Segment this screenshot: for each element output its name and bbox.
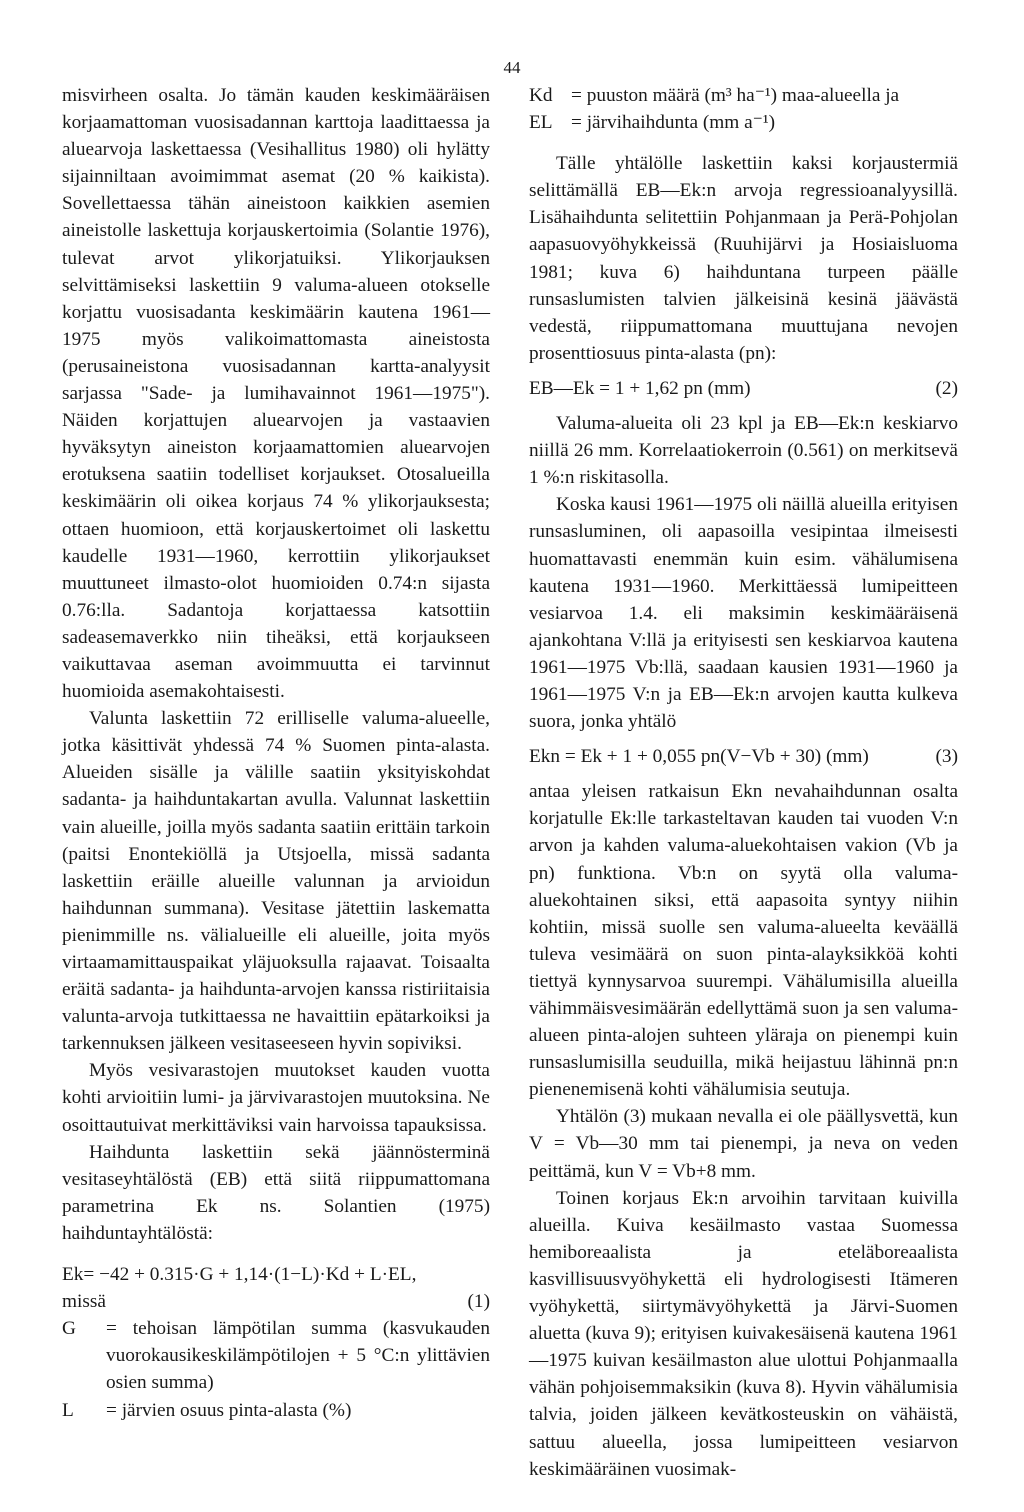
right-paragraph-2: Valuma-alueita oli 23 kpl ja EB—Ek:n keskiarvo niillä 26 mm. Korrelaatiokerroin (0.561) on merkitsevä 1 %:n riskitasolla.: [529, 413, 958, 489]
left-paragraph-1: misvirheen osalta. Jo tämän kauden keskimääräisen korjaamattoman vuosisadannan karttoja laadittaessa ja aluearvoja laskettaessa (Vesihallitus 1980) oli hylätty sijainniltaan avoimimmat asemat (20 % kaikista). Sovellettaessa tähän aineistoon kaikkien asemien aineistolle laskettuja korjauskertoimia (Solantie 1976), tulevat arvot ylikorjatuiksi. Ylikorjauksen selvittämiseksi laskettiin 9 valuma-alueen otokselle korjattu vuosisadanta keskimäärin kautena 1961—1975 myös valikoimattomasta aineistosta (perusaineistona vuosisadannan kartta-analyysit sarjassa "Sade- ja lumihavainnot 1961—1975"). Näiden korjattujen aluearvojen ja vastaavien hyväksytyn aineiston korjaamattomien aluearvojen erotuksena saatiin todelliset korjaukset. Otosalueilla keskimäärin oli oikea korjaus 74 % ylikorjauksesta; ottaen huomioon, että korjauskertoimet oli laskettu kaudelle 1931—1960, kerrottiin ylikorjaukset muuttuneet ilmasto-olot huomioiden 0.74:n sijasta 0.76:lla. Sadantoja korjattaessa katsottiin sadeasemaverkko niin tiheäksi, että korjaukseen vaikuttavaa aseman avoimmuutta ei tarvinnut huomioida asemakohtaisesti.: [62, 85, 490, 703]
missa-label: missä: [62, 1291, 106, 1313]
right-paragraph-6: Toinen korjaus Ek:n arvoihin tarvitaan kuivilla alueilla. Kuiva kesäilmasto vastaa Suomessa hemiboreaalista ja eteläboreaalista kasvillisuusvyöhykettä eli hydrologisesti Itämeren vyöhykettä, siirtymävyöhykettä ja Järvi-Suomen aluetta (kuva 9); erityisen kuivakesäisenä kautena 1961—1975 kuivan kesäilmaston alue ulottui Pohjanmaalla vähän pohjoisemmaksikin (kuva 8). Hyvin vähälumisia talvia, joiden jälkeen kevätkosteuskin on vähäistä, sattuu alueella, jossa lumipeitteen vesiarvon keskimääräinen vuosimak-: [529, 1187, 958, 1480]
definition-el-symbol: EL: [529, 112, 553, 134]
definition-kd: [529, 82, 958, 109]
equation-2: [529, 375, 958, 402]
equation-2-formula: EB—Ek = 1 + 1,62 pn (mm): [529, 377, 751, 399]
definition-kd-text: = puuston määrä (m³ ha⁻¹) maa-alueella ja: [571, 85, 900, 106]
definition-kd-symbol: Kd: [529, 85, 553, 106]
right-paragraph-4: antaa yleisen ratkaisun Ekn nevahaihdunnan osalta korjatulle Ek:lle tarkasteltavan kauden tai vuoden V:n arvon ja kahden valuma-aluekohtaisen vakion (Vb ja pn) funktiona. Vb:n on syytä olla valuma-aluekohtainen siksi, että aapasoita syntyy niihin kohtiin, missä suolle sen valuma-alueelta keväällä tuleva vesimäärä on suon pinta-alayksikköä kohti tiettyä kynnysarvoa suurempi. Vähälumisilla alueilla vähimmäisvesimäärän edellyttämä suon ja sen valuma-alueen pinta-alojen suhteen yläraja on pienempi kuin runsaslumisilla seuduilla, mikä heijastuu lähinnä pn:n pienenemisenä kohti vähälumisia seutuja.: [529, 781, 958, 1101]
missa-row: [62, 1288, 490, 1315]
equation-2-number: (2): [935, 377, 958, 399]
definition-el: [529, 109, 958, 136]
definition-l: [62, 1397, 490, 1424]
definition-el-text: = järvihaihdunta (mm a⁻¹): [571, 112, 776, 134]
definition-g-symbol: G: [62, 1318, 76, 1340]
symbol-definitions-continued: [529, 82, 958, 136]
page-number: 44: [503, 58, 521, 77]
right-paragraph-3: Koska kausi 1961—1975 oli näillä alueilla erityisen runsasluminen, oli aapasoilla vesipintaa ilmeisesti huomattavasti enemmän kuin esim. vähälumisena kautena 1931—1960. Merkittäessä lumipeitteen vesiarvoa 1.4. eli maksimin keskimääräisenä ajankohtana V:llä ja erityisesti sen keskiarvoa kautena 1961—1975 Vb:llä, saadaan kausien 1931—1960 ja 1961—1975 V:n ja EB—Ek:n arvojen kautta kulkeva suora, jonka yhtälö: [529, 494, 958, 733]
definition-g-text: = tehoisan lämpötilan summa (kasvukauden vuorokausikeskilämpötilojen + 5 °C:n ylittävien osien summa): [106, 1318, 490, 1394]
right-paragraph-5: Yhtälön (3) mukaan nevalla ei ole päällysvettä, kun V = Vb—30 mm tai pienempi, ja neva on veden peittämä, kun V = Vb+8 mm.: [529, 1106, 958, 1182]
left-paragraph-3: Myös vesivarastojen muutokset kauden vuotta kohti arvioitiin lumi- ja järvivarastojen muutoksina. Ne osoittautuivat merkittäviksi vain harvoissa tapauksissa.: [62, 1060, 490, 1136]
left-paragraph-4: Haihdunta laskettiin sekä jäännösterminä vesitaseyhtälöstä (EB) että siitä riippumattomana parametrina Ek ns. Solantien (1975) haihduntayhtälöstä:: [62, 1141, 490, 1244]
definition-l-text: = järvien osuus pinta-alasta (%): [106, 1399, 352, 1421]
left-column: [62, 82, 490, 1424]
equation-1-number: (1): [467, 1291, 490, 1313]
symbol-definitions: [62, 1315, 490, 1423]
equation-1-formula: Ek= −42 + 0.315·G + 1,14·(1−L)·Kd + L·EL,: [62, 1264, 417, 1286]
equation-3-number: (3): [935, 746, 958, 768]
right-column: [529, 82, 958, 1483]
equation-3: [529, 743, 958, 770]
left-paragraph-2: Valunta laskettiin 72 erilliselle valuma-alueelle, jotka käsittivät yhdessä 74 % Suomen pinta-alasta. Alueiden sisälle ja välille saatiin yksityiskohdat sadanta- ja haihduntakartan avulla. Valunnat laskettiin vain alueille, joilla myös sadanta saatiin erittäin tarkoin (paitsi Enontekiöllä ja Utsjoella, missä sadanta laskettiin eräille alueille valunnan ja arvioidun haihdunnan summana). Vesitase jätettiin laskematta pienimmille ns. välialueille eli alueille, joita myös virtaamamittauspaikat yläjuoksulla rajaavat. Toisaalta eräitä sadanta- ja haihdunta-arvojen kanssa ristiriitaisia valunta-arvoja tutkittaessa ne havaittiin epätarkoiksi ja tarkennuksen jälkeen vesitaseeseen hyvin sopiviksi.: [62, 708, 490, 1055]
right-paragraph-1: Tälle yhtälölle laskettiin kaksi korjaustermiä selittämällä EB—Ek:n arvoja regressioanalyysillä. Lisähaihdunta selitettiin Pohjanmaan ja Perä-Pohjolan aapasuovyöhykkeissä (Ruuhijärvi ja Hosiaisluoma 1981; kuva 6) haihduntana turpeen päälle runsaslumisten talvien jälkeisinä kesinä jäävästä vedestä, riippumattomana muuttujana nevojen prosenttiosuus pinta-alasta (pn):: [529, 153, 958, 364]
equation-1: [62, 1261, 490, 1288]
definition-g: [62, 1315, 490, 1396]
definition-l-symbol: L: [62, 1399, 74, 1421]
equation-3-formula: Ekn = Ek + 1 + 0,055 pn(V−Vb + 30) (mm): [529, 746, 869, 768]
